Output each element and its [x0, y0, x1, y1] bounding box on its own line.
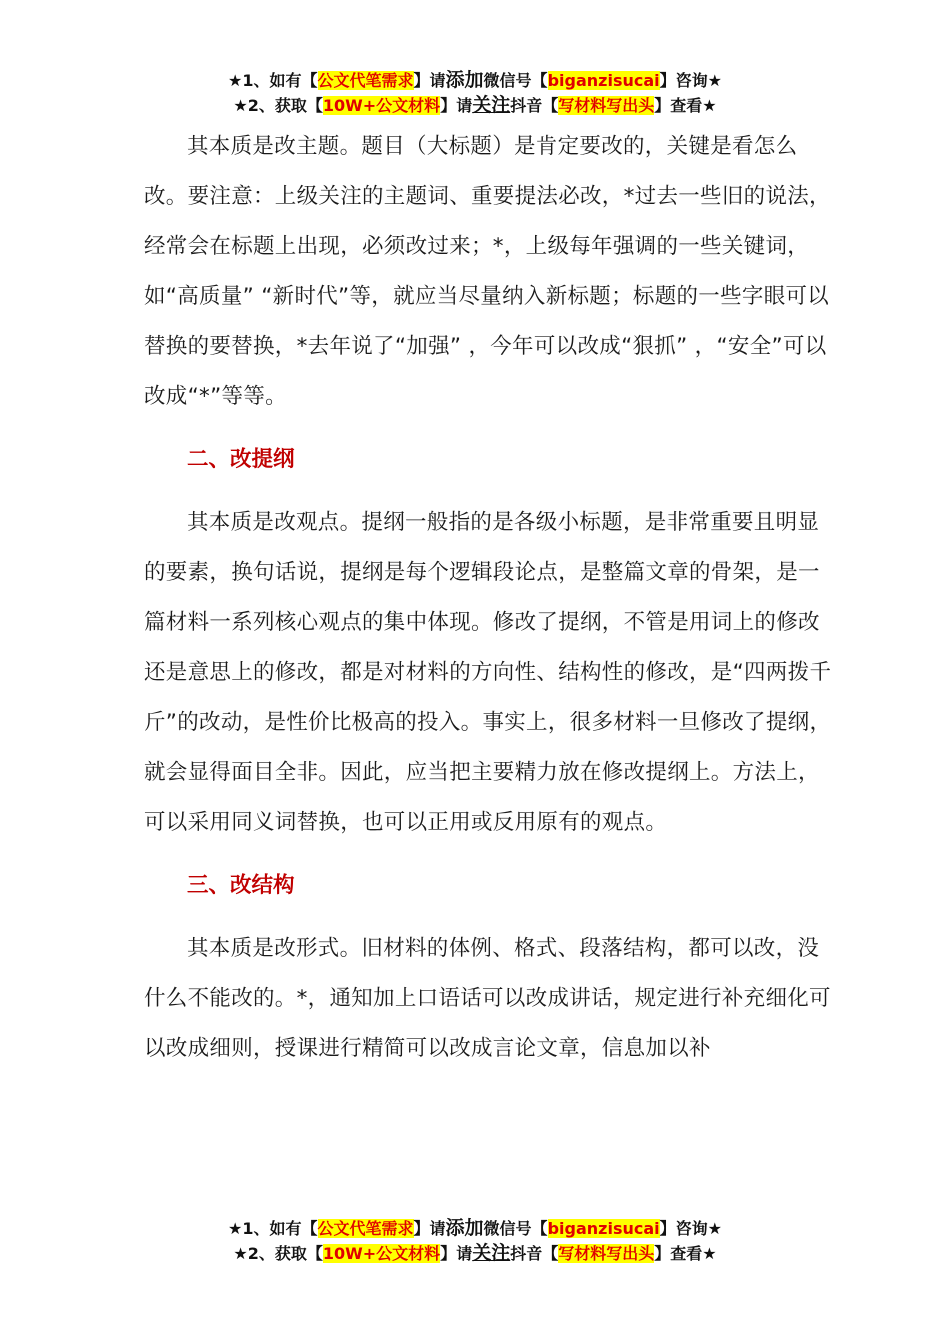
wechat-id: biganzisucai: [547, 71, 660, 90]
banner-text: ★1、如有【: [228, 1219, 318, 1238]
wechat-id: biganzisucai: [547, 1219, 660, 1238]
emphasis-text: 添加: [445, 69, 484, 91]
douyin-account: 写材料写出头: [558, 1244, 655, 1263]
banner-text: 抖音【: [510, 1244, 559, 1263]
banner-line-2: [0, 93, 950, 118]
highlight-text: 公文代笔需求: [317, 1219, 414, 1238]
banner-text: 】查看★: [654, 96, 717, 115]
emphasis-text: 添加: [445, 1217, 484, 1239]
emphasis-text: 关注: [472, 1242, 511, 1264]
banner-text: 抖音【: [510, 96, 559, 115]
banner-text: 】咨询★: [659, 1219, 722, 1238]
banner-text: 】请: [413, 1219, 446, 1238]
banner-text: 微信号【: [483, 71, 548, 90]
paragraph-3: 其本质是改形式。旧材料的体例、格式、段落结构，都可以改，没什么不能改的。*，通知加上口语话可以改成讲话，规定进行补充细化可以改成细则，授课进行精简可以改成言论文章，信息加以补: [144, 936, 831, 1061]
paragraph-1: 其本质是改主题。题目（大标题）是肯定要改的，关键是看怎么改。要注意：上级关注的主题词、重要提法必改，*过去一些旧的说法，经常会在标题上出现，必须改过来；*，上级每年强调的一些关键词，如“高质量” “新时代”等，就应当尽量纳入新标题；标题的一些字眼可以替换的要替换，*去年说了“加强” ，今年可以改成“狠抓” ，“安全”可以改成“*”等等。: [144, 134, 831, 409]
paragraph-2: 其本质是改观点。提纲一般指的是各级小标题，是非常重要且明显的要素，换句话说，提纲是每个逻辑段论点，是整篇文章的骨架，是一篇材料一系列核心观点的集中体现。修改了提纲，不管是用词上的修改还是意思上的修改，都是对材料的方向性、结构性的修改，是“四两拨千斤”的改动，是性价比极高的投入。事实上，很多材料一旦修改了提纲，就会显得面目全非。因此，应当把主要精力放在修改提纲上。方法上，可以采用同义词替换，也可以正用或反用原有的观点。: [144, 510, 832, 835]
footer-banner: [0, 1216, 950, 1266]
emphasis-text: 关注: [472, 94, 511, 116]
banner-text: 】咨询★: [659, 71, 722, 90]
banner-text: ★2、获取【: [233, 1244, 323, 1263]
banner-text: ★1、如有【: [228, 71, 318, 90]
highlight-text: 10W+公文材料: [322, 96, 441, 115]
douyin-account: 写材料写出头: [558, 96, 655, 115]
highlight-text: 公文代笔需求: [317, 71, 414, 90]
document-body: [144, 122, 834, 1074]
banner-text: 】查看★: [654, 1244, 717, 1263]
section-heading-3: 三、改结构: [187, 873, 295, 898]
header-banner: [0, 68, 950, 118]
banner-line-1: [0, 68, 950, 93]
banner-text: 】请: [413, 71, 446, 90]
banner-text: 微信号【: [483, 1219, 548, 1238]
banner-text: ★2、获取【: [233, 96, 323, 115]
banner-text: 】请: [440, 1244, 473, 1263]
banner-text: 】请: [440, 96, 473, 115]
banner-line-2: [0, 1241, 950, 1266]
highlight-text: 10W+公文材料: [322, 1244, 441, 1263]
section-heading-2: 二、改提纲: [187, 447, 295, 472]
banner-line-1: [0, 1216, 950, 1241]
